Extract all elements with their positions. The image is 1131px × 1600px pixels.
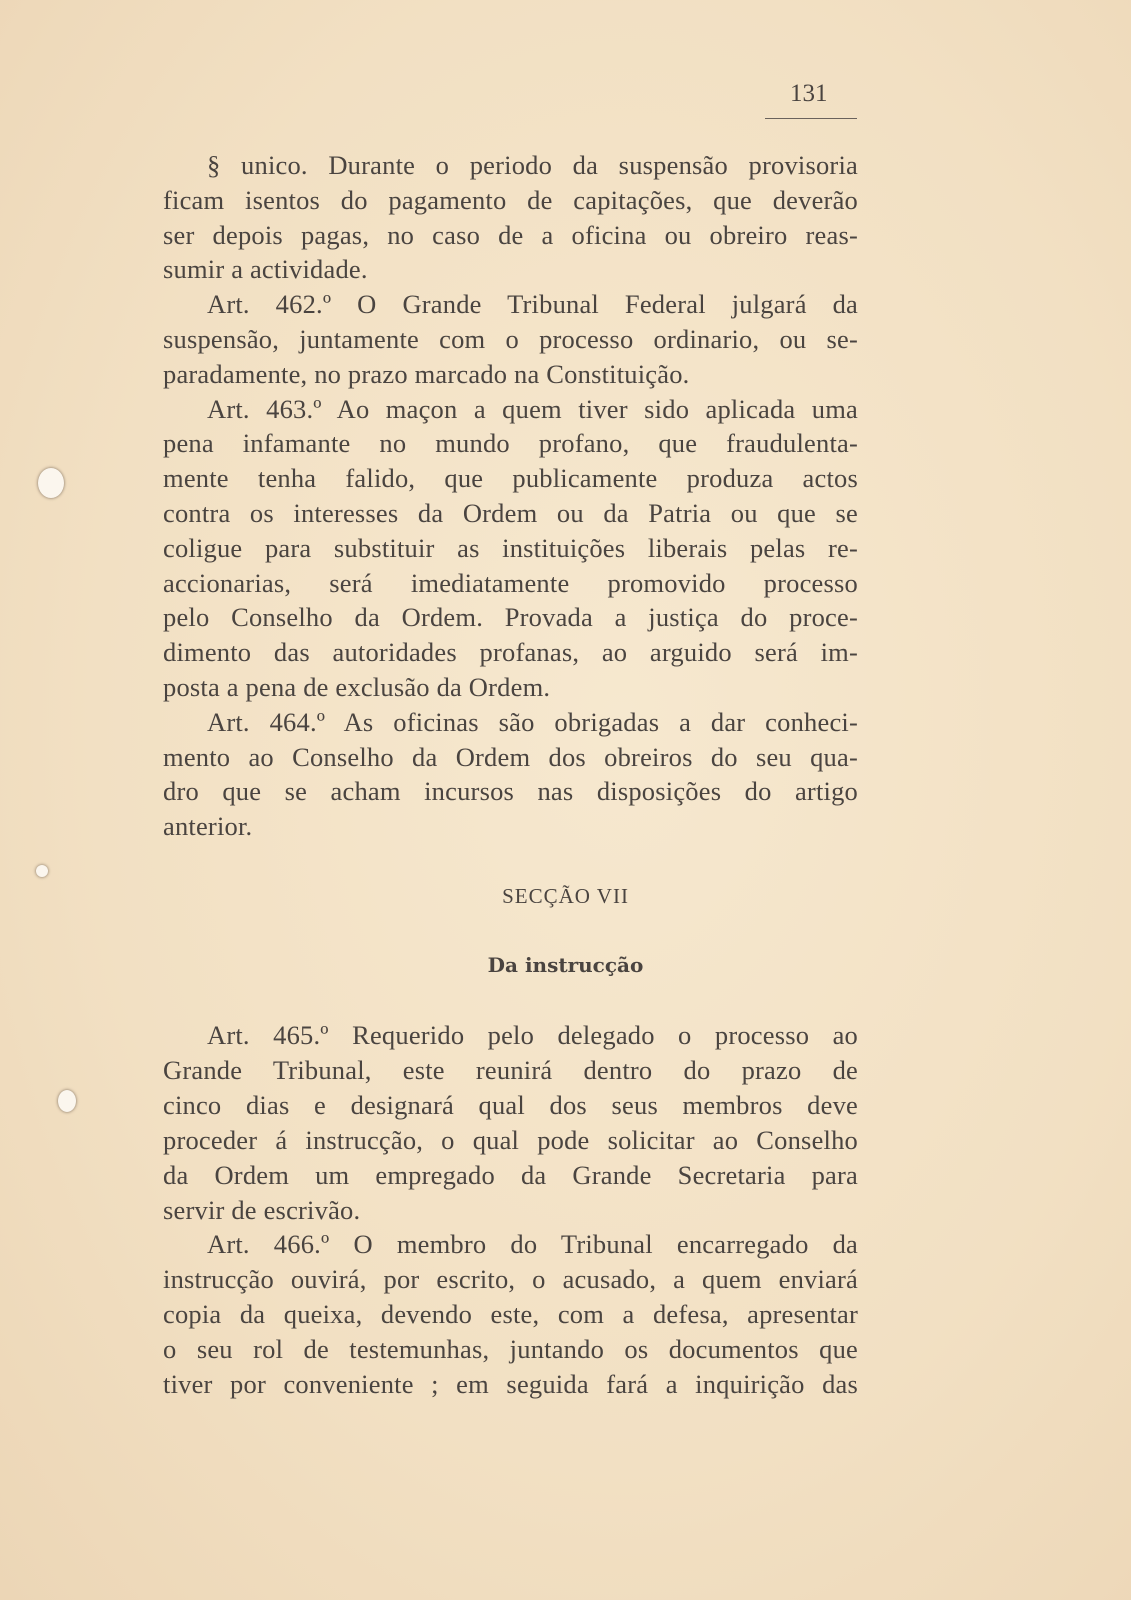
text-line: pena infamante no mundo profano, que fraudulenta- [163,428,858,459]
text-line: tiver por conveniente ; em seguida fará a inquirição das [163,1369,858,1399]
text-line: paradamente, no prazo marcado na Constituição. [163,358,690,389]
binding-hole [58,1090,76,1112]
text-line: Art. 465.º Requerido pelo delegado o processo ao [207,1020,858,1050]
page-number: 131 [790,80,828,107]
page-number-rule [765,118,857,119]
text-line: anterior. [163,811,253,842]
text-line: o seu rol de testemunhas, juntando os documentos que [163,1334,858,1365]
binding-hole [38,468,64,498]
text-line: mente tenha falido, que publicamente produza actos [163,463,858,494]
text-line: Art. 464.º As oficinas são obrigadas a dar conheci- [207,706,858,737]
text-line: pelo Conselho da Ordem. Provada a justiça do proce- [163,602,858,633]
text-line: § unico. Durante o periodo da suspensão provisoria [207,150,858,180]
text-line: ser depois pagas, no caso de a oficina ou obreiro reas- [163,219,858,250]
text-line: dimento das autoridades profanas, ao arguido será im- [163,637,858,668]
text-line: contra os interesses da Ordem ou da Patria ou que se [163,498,858,528]
text-line: sumir a actividade. [163,254,368,285]
text-line: instrucção ouvirá, por escrito, o acusado, a quem enviará [163,1264,858,1295]
text-line: mento ao Conselho da Ordem dos obreiros do seu qua- [163,741,858,772]
section-heading: SECÇÃO VII [502,884,629,908]
text-line: proceder á instrucção, o qual pode solicitar ao Conselho [163,1124,858,1155]
text-line: Grande Tribunal, este reunirá dentro do prazo de [163,1054,858,1085]
text-line: Art. 462.º O Grande Tribunal Federal julgará da [207,289,858,320]
section-title: Da instrucção [487,953,644,977]
text-line: cinco dias e designará qual dos seus membros deve [163,1089,858,1120]
text-line: coligue para substituir as instituições liberais pelas re- [163,532,858,563]
text-line: accionarias, será imediatamente promovido processo [163,567,858,598]
text-line: posta a pena de exclusão da Ordem. [163,672,551,702]
text-line: copia da queixa, devendo este, com a defesa, apresentar [163,1299,858,1330]
text-line: Art. 466.º O membro do Tribunal encarregado da [207,1229,858,1260]
text-line: Art. 463.º Ao maçon a quem tiver sido aplicada uma [207,393,858,424]
binding-hole [36,865,48,877]
text-line: suspensão, juntamente com o processo ordinario, ou se- [163,324,858,354]
text-line: da Ordem um empregado da Grande Secretaria para [163,1159,858,1190]
text-line: servir de escrivão. [163,1194,361,1225]
text-line: ficam isentos do pagamento de capitações, que deverão [163,184,858,215]
text-line: dro que se acham incursos nas disposições do artigo [163,776,858,807]
